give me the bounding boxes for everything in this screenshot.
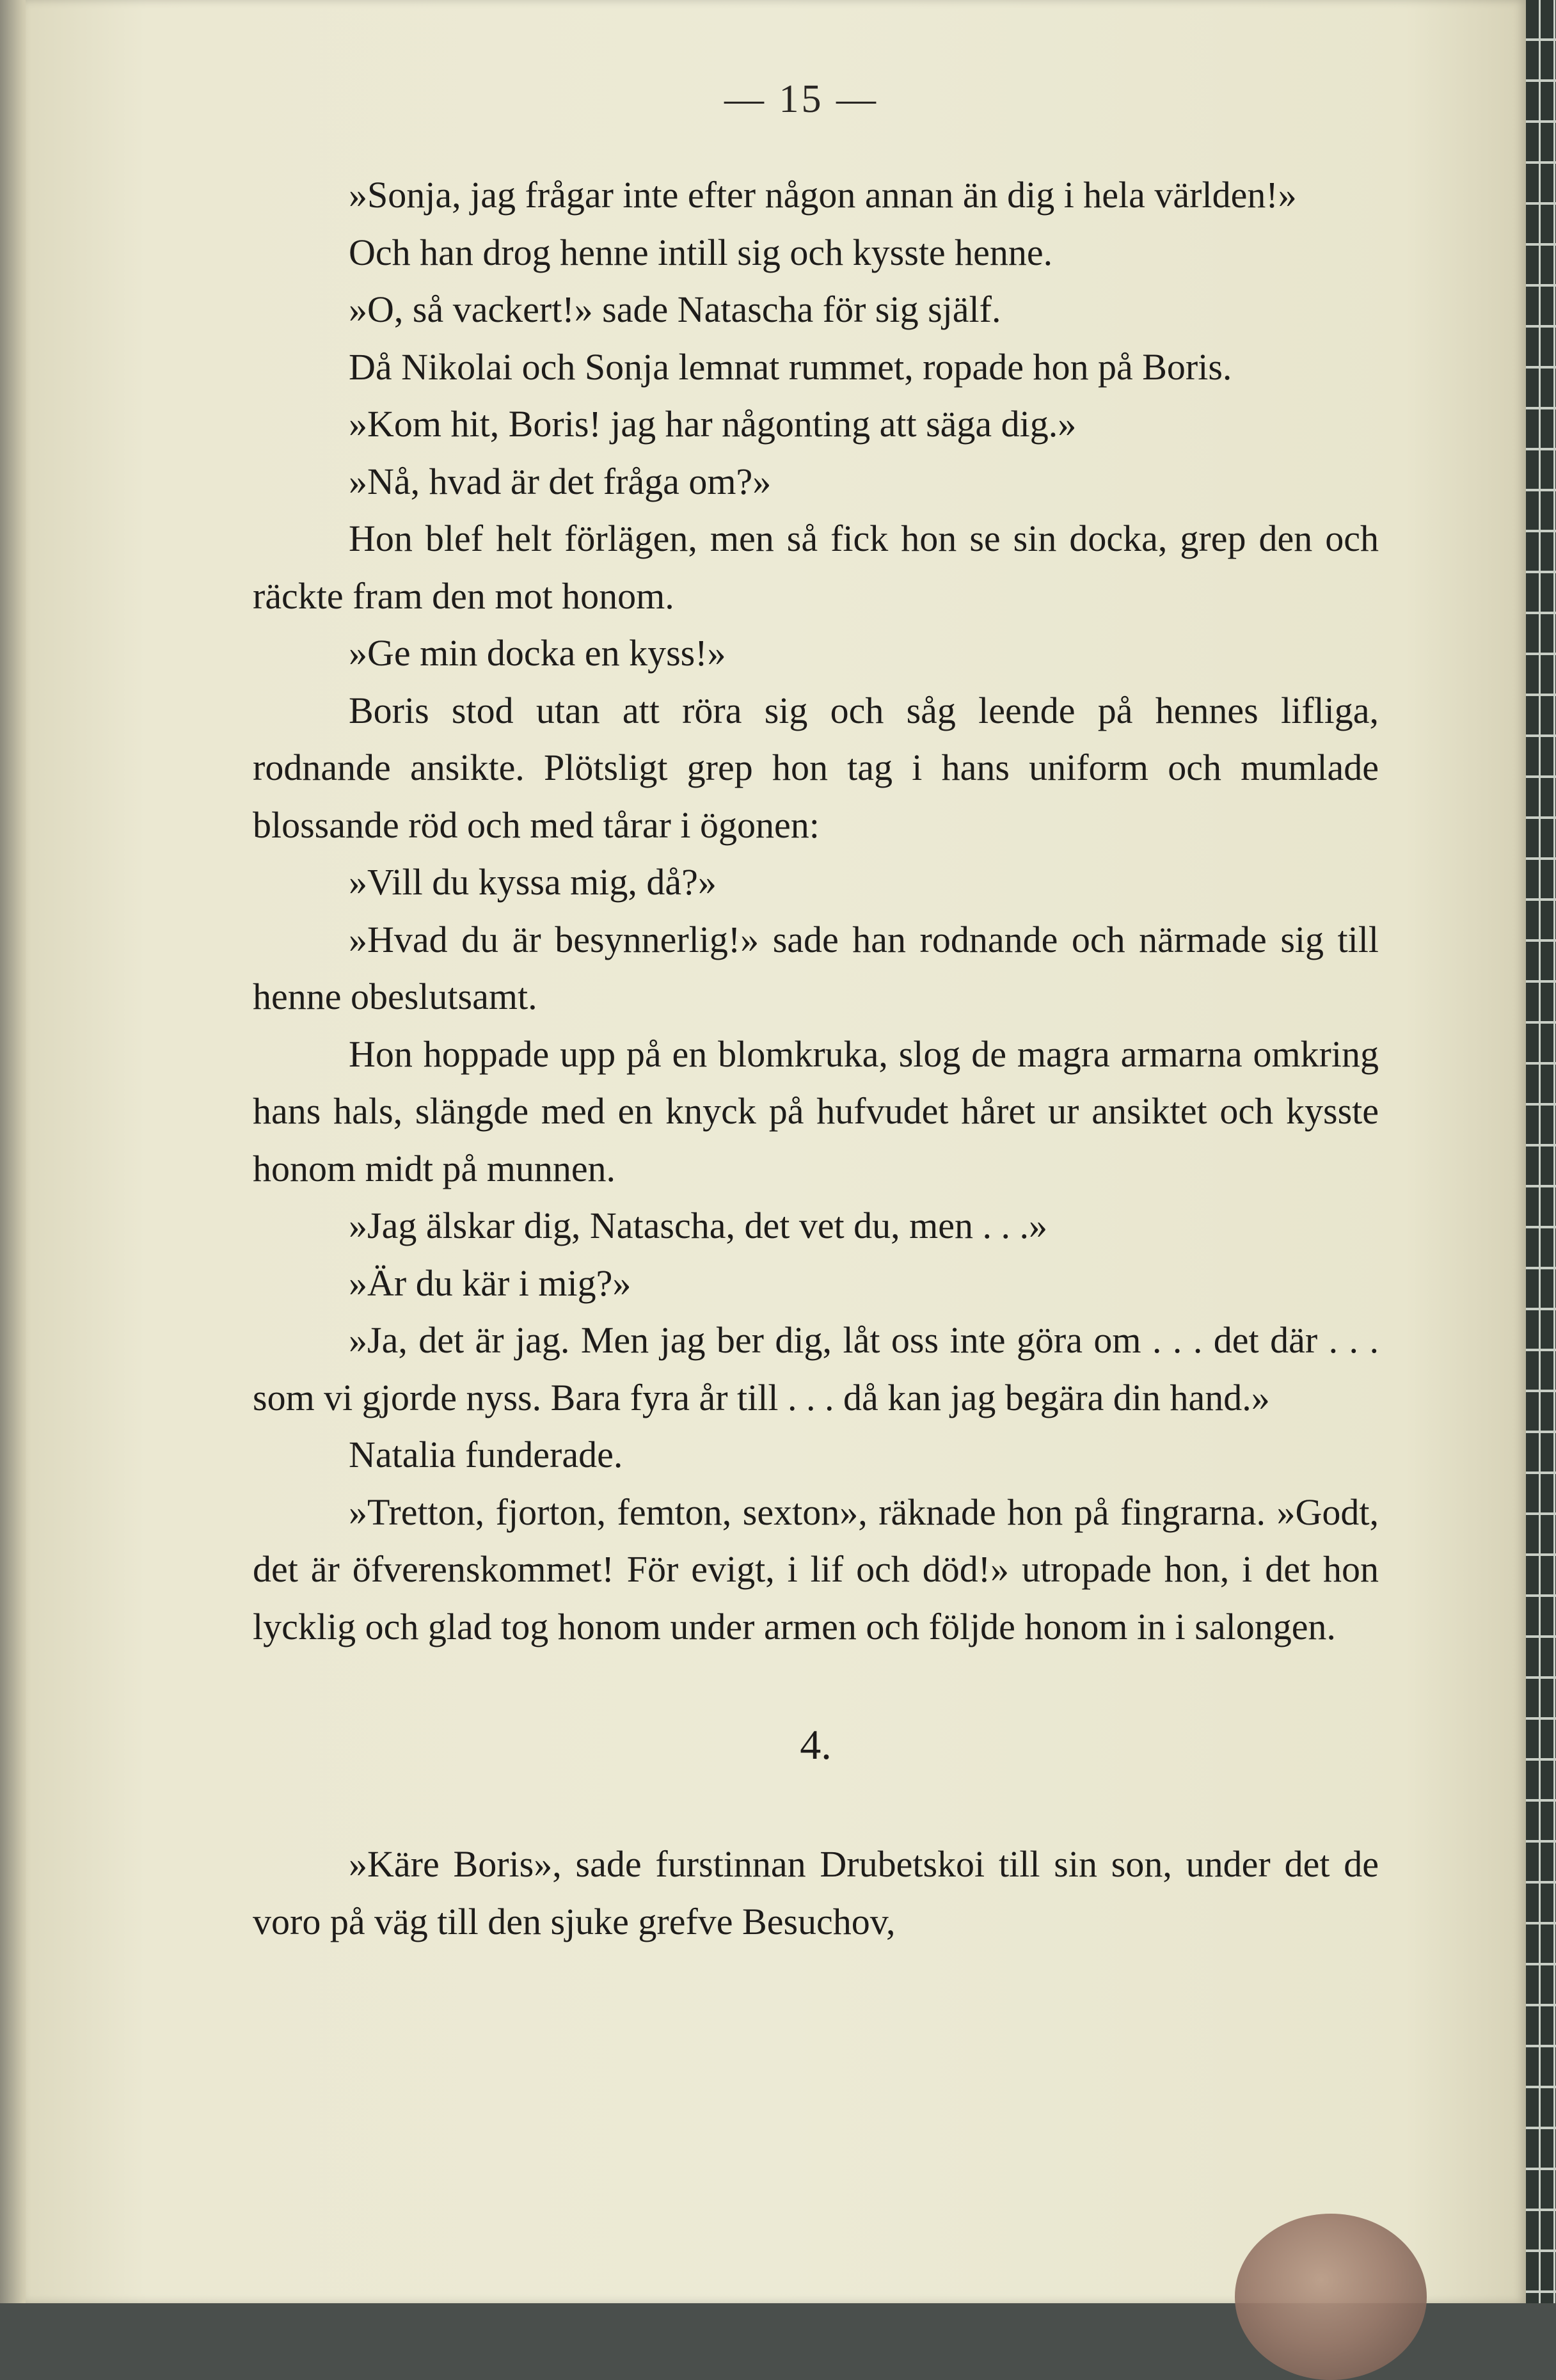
paragraph: Hon hoppade upp på en blomkruka, slog de magra armarna omkring hans hals, slängde med en knyck på hufvudet håret ur ansiktet och kysste honom midt på munnen. (253, 1033, 1379, 1189)
paragraph: Boris stod utan att röra sig och såg leende på hennes lifliga, rodnande ansikte. Plötsligt grep hon tag i hans uniform och mumlade blossande röd och med tårar i ögonen: (253, 689, 1379, 846)
paragraph: »Käre Boris», sade furstinnan Drubetskoi till sin son, under det de voro på väg till den sjuke grefve Besuchov, (253, 1843, 1379, 1942)
cutting-mat-background (1526, 0, 1556, 2303)
section-heading: 4. (800, 1722, 832, 1768)
paragraph: »Kom hit, Boris! jag har någonting att säga dig.» (349, 403, 1077, 445)
body-text (253, 166, 1379, 1950)
book-page (26, 0, 1526, 2303)
paragraph: »Nå, hvad är det fråga om?» (349, 460, 772, 502)
paragraph: »Jag älskar dig, Natascha, det vet du, men . . .» (349, 1205, 1048, 1246)
paragraph: »Sonja, jag frågar inte efter någon annan än dig i hela världen!» (349, 174, 1297, 216)
paragraph: Och han drog henne intill sig och kysste henne. (349, 231, 1053, 273)
paragraph: Natalia funderade. (349, 1434, 623, 1475)
paragraph: Då Nikolai och Sonja lemnat rummet, ropade hon på Boris. (349, 345, 1232, 388)
paragraph: Hon blef helt förlägen, men så fick hon se sin docka, grep den och räckte fram den mot honom. (253, 518, 1379, 617)
paragraph: »Är du kär i mig?» (349, 1262, 631, 1304)
paragraph: »Ge min docka en kyss!» (349, 632, 726, 674)
thumb-holding-page (1235, 2214, 1427, 2380)
paragraph: »Tretton, fjorton, femton, sexton», räknade hon på fingrarna. »Godt, det är öfverenskommet! För evigt, i lif och död!» utropade hon, i det hon lycklig och glad tog honom under armen och följde honom in i salongen. (253, 1491, 1379, 1647)
paragraph: »O, så vackert!» sade Natascha för sig själf. (349, 289, 1001, 330)
paragraph: »Vill du kyssa mig, då?» (349, 861, 717, 903)
paragraph: »Ja, det är jag. Men jag ber dig, låt oss inte göra om . . . det där . . . som vi gjorde nyss. Bara fyra år till . . . då kan jag begära din hand.» (253, 1319, 1379, 1418)
page-number: — 15 — (724, 77, 878, 121)
paragraph: »Hvad du är besynnerlig!» sade han rodnande och närmade sig till henne obeslutsamt. (253, 918, 1379, 1017)
